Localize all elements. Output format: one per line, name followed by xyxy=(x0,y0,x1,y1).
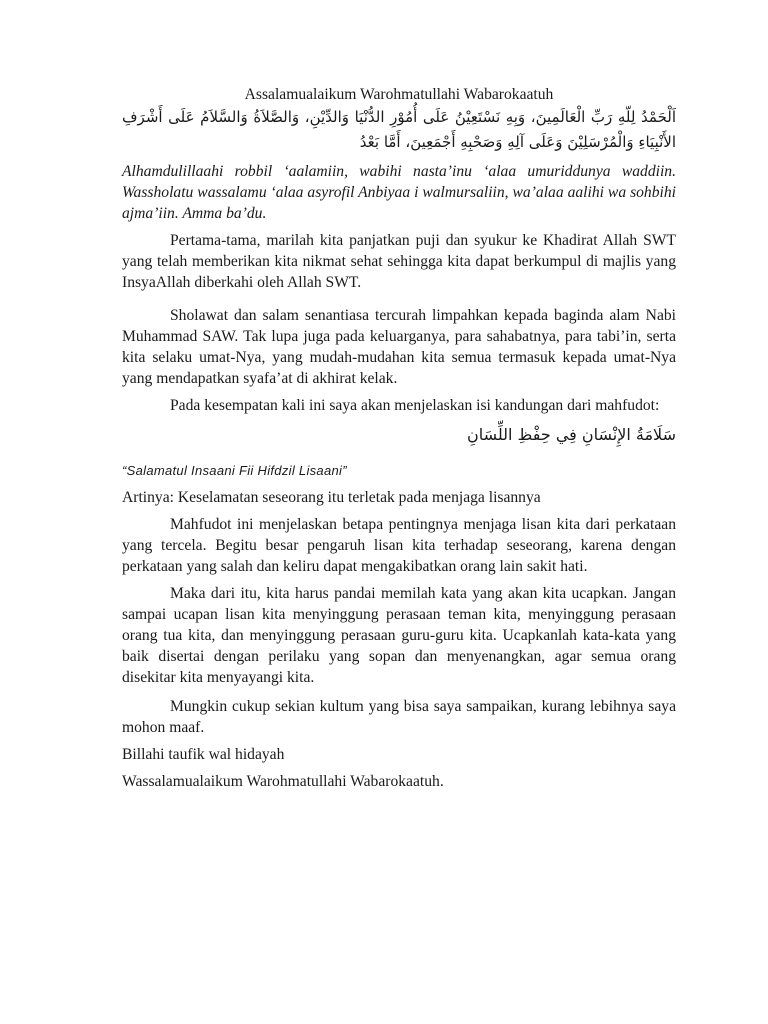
paragraph-explanation: Mahfudot ini menjelaskan betapa pentingnya menjaga lisan kita dari perkataan yang tercela. Begitu besar pengaruh lisan kita terhadap seseorang, karena dengan perkataan yang salah dan keliru dapat mengakibatkan orang lain sakit hati. xyxy=(122,516,676,575)
document-body xyxy=(122,84,676,792)
mahfudot-meaning: Artinya: Keselamatan seseorang itu terletak pada menjaga lisannya xyxy=(122,489,541,506)
arabic-opening: اَلْحَمْدُ لِلّهِ رَبِّ الْعَالَمِينَ، وَبِهِ نَسْتَعِيْنُ عَلَى أُمُوْرِ الدُّنْيَا وَالدِّيْنِ، وَالصَّلاَةُ وَالسَّلاَمُ عَلَى أَشْرَفِ الأَنْبِيَاءِ وَالْمُرْسَلِيْنَ وَعَلَى آلِهِ وَصَحْبِهِ أَجْمَعِينَ، أَمَّا بَعْدُ xyxy=(122,108,676,151)
paragraph-advice: Maka dari itu, kita harus pandai memilah kata yang akan kita ucapkan. Jangan sampai ucapan lisan kita menyinggung perasaan teman kita, menyinggung perasaan orang tua kita, dan menyinggung perasaan guru-guru kita. Ucapkanlah kata-kata yang baik disertai dengan perilaku yang sopan dan menyenangkan, agar semua orang disekitar kita menyayangi kita. xyxy=(122,585,676,686)
greeting-close: Wassalamualaikum Warohmatullahi Wabarokaatuh. xyxy=(122,773,444,790)
paragraph-intro: Pada kesempatan kali ini saya akan menjelaskan isi kandungan dari mahfudot: xyxy=(170,397,660,414)
paragraph-closing: Mungkin cukup sekian kultum yang bisa saya sampaikan, kurang lebihnya saya mohon maaf. xyxy=(122,698,676,736)
paragraph-sholawat: Sholawat dan salam senantiasa tercurah limpahkan kepada baginda alam Nabi Muhammad SAW. Tak lupa juga pada keluarganya, para sahabatnya, para tabi’in, serta kita selaku umat-Nya, yang mudah-mudahan kita semua termasuk kepada umat-Nya yang mendapatkan syafa’at di akhirat kelak. xyxy=(122,307,676,387)
mahfudot-arabic: سَلَامَةُ الإِنْسَانِ فِي حِفْظِ اللِّسَانِ xyxy=(466,425,676,444)
greeting-open: Assalamualaikum Warohmatullahi Wabarokaatuh xyxy=(244,86,554,103)
latin-opening: Alhamdulillaahi robbil ‘aalamiin, wabihi nasta’inu ‘alaa umuriddunya waddiin. Wassholatu wassalamu ‘alaa asyrofil Anbiyaa i walmursaliin, wa’alaa aalihi wa sohbihi ajma’iin. Amma ba’du. xyxy=(122,163,676,222)
closing-line: Billahi taufik wal hidayah xyxy=(122,746,285,763)
mahfudot-latin: “Salamatul Insaani Fii Hifdzil Lisaani” xyxy=(122,463,347,478)
paragraph-praise: Pertama-tama, marilah kita panjatkan puji dan syukur ke Khadirat Allah SWT yang telah memberikan kita nikmat sehat sehingga kita dapat berkumpul di majlis yang InsyaAllah diberkahi oleh Allah SWT. xyxy=(122,232,676,291)
